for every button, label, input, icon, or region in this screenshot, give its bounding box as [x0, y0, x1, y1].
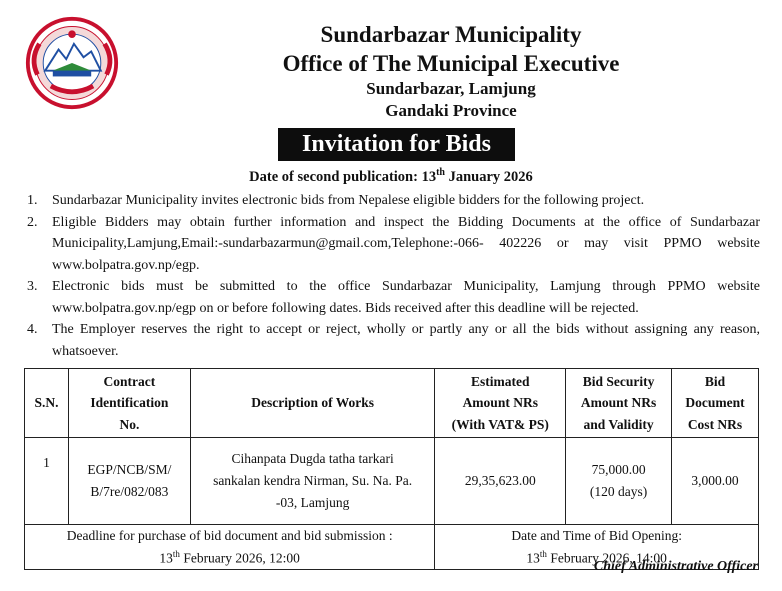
office-address: Sundarbazar, Lamjung [366, 79, 536, 98]
column-header-sn: S.N. [25, 369, 69, 438]
table-header-row [25, 369, 759, 438]
column-header-estimate: Estimated Amount NRs (With VAT& PS) [435, 369, 566, 438]
municipality-name: Sundarbazar Municipality [320, 22, 582, 47]
province-name: Gandaki Province [385, 101, 517, 120]
list-item: 4. The Employer reserves the right to accept or reject, wholly or partly any or all the bids without assigning any reason, whatsoever. [27, 322, 760, 359]
cell-contract: EGP/NCB/SM/ B/7re/082/083 [68, 438, 190, 525]
column-header-contract: Contract Identification No. [68, 369, 190, 438]
office-name: Office of The Municipal Executive [282, 51, 620, 76]
cell-description: Cihanpata Dugda tatha tarkari sankalan kendra Nirman, Su. Na. Pa. -03, Lamjung [190, 438, 434, 525]
office-header [120, 20, 782, 122]
bid-table [24, 368, 759, 570]
cell-sn: 1 [25, 438, 69, 525]
column-header-doc-cost: Bid Document Cost NRs [672, 369, 759, 438]
signatory-title: Chief Administrative Officer [593, 559, 758, 574]
cell-bid-opening: Date and Time of Bid Opening: 13th February 2026, 14:00 [435, 525, 759, 570]
cell-submission-deadline: Deadline for purchase of bid document and bid submission : 13th February 2026, 12:00 [25, 525, 435, 570]
cell-security: 75,000.00 (120 days) [566, 438, 672, 525]
list-item: 2. Eligible Bidders may obtain further information and inspect the Bidding Documents at the office of Sundarbazar Municipality,Lamjung,Email:-sundarbazarmun@gmail.com,Telephone:-066- 402226 or may visit PPMO website www.bolpatra.gov.np/egp. [27, 214, 760, 273]
list-item: 1. Sundarbazar Municipality invites electronic bids from Nepalese eligible bidders for the following project. [27, 193, 645, 208]
publication-date: Date of second publication: 13th January 2026 [249, 167, 533, 185]
list-item: 3. Electronic bids must be submitted to the office Sundarbazar Municipality, Lamjung through PPMO website www.bolpatra.gov.np/egp on or before following dates. Bids received after this deadline will be rejected. [27, 279, 760, 316]
nepal-government-emblem-icon [24, 15, 120, 111]
column-header-security: Bid Security Amount NRs and Validity [566, 369, 672, 438]
notice-title: Invitation for Bids [278, 128, 515, 161]
instruction-list [22, 190, 760, 362]
cell-doc-cost: 3,000.00 [672, 438, 759, 525]
cell-estimate: 29,35,623.00 [435, 438, 566, 525]
column-header-description: Description of Works [190, 369, 434, 438]
table-row [25, 438, 759, 525]
